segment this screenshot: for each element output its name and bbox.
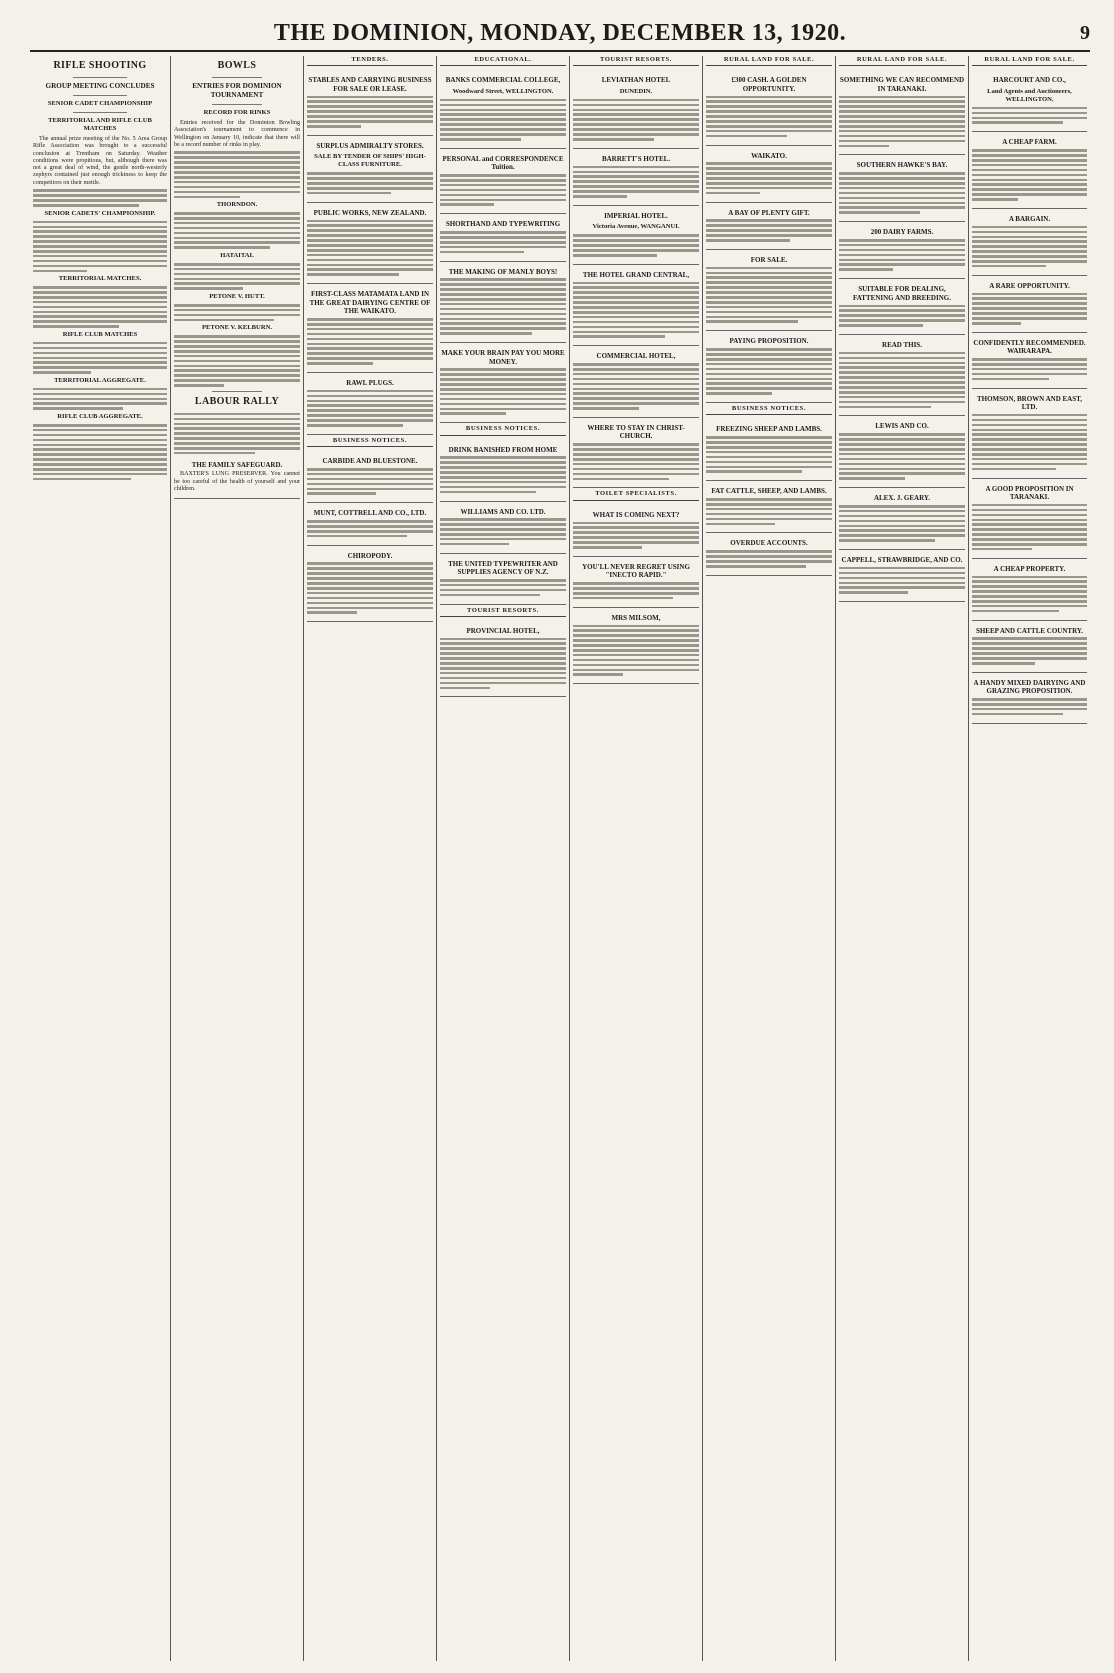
ad-heading: DRINK BANISHED FROM HOME — [448, 445, 558, 454]
ad-filler — [307, 520, 433, 537]
section-territorial-matches: TERRITORIAL MATCHES. — [58, 275, 142, 283]
section-rifle-club-aggregate: RIFLE CLUB AGGREGATE. — [57, 412, 143, 420]
ad-filler — [573, 234, 699, 256]
ad-filler — [307, 220, 433, 276]
ad-heading: WHAT IS COMING NEXT? — [592, 510, 680, 519]
ad-heading: PERSONAL and CORRESPONDENCE Tuition. — [442, 154, 564, 172]
ad-heading: PROVINCIAL HOTEL, — [466, 626, 540, 635]
section-header: BUSINESS NOTICES. — [706, 405, 832, 415]
ad-heading: PAYING PROPOSITION. — [729, 337, 809, 346]
ad-subheading: Woodward Street, WELLINGTON. — [452, 87, 554, 95]
ad-heading: RAWL PLUGS. — [346, 378, 394, 387]
ad-filler — [839, 239, 965, 271]
ad-heading: WAIKATO. — [751, 151, 787, 160]
page-number: 9 — [1080, 22, 1090, 44]
ad-filler — [706, 96, 832, 138]
section-header: TOILET SPECIALISTS. — [573, 490, 699, 500]
ad-filler — [972, 358, 1087, 380]
ad-filler — [573, 166, 699, 198]
ad-filler — [706, 348, 832, 395]
ad-filler — [440, 518, 566, 545]
ad-filler — [972, 293, 1087, 325]
subhead-entries: ENTRIES FOR DOMINION TOURNAMENT — [192, 82, 282, 99]
ad-heading: OVERDUE ACCOUNTS. — [730, 539, 808, 548]
ad-heading: MUNT, COTTRELL AND CO., LTD. — [313, 509, 427, 518]
article-filler-4 — [33, 342, 167, 374]
subhead-group-meeting: GROUP MEETING CONCLUDES — [45, 82, 155, 90]
ad-heading: CHIROPODY. — [347, 551, 393, 560]
ad-heading: HARCOURT AND CO., — [993, 76, 1066, 85]
section-petone-hutt: PETONE V. HUTT. — [209, 292, 265, 300]
ad-filler — [573, 443, 699, 480]
ad-filler — [839, 505, 965, 542]
ad-heading: A RARE OPPORTUNITY. — [989, 281, 1070, 290]
section-header: BUSINESS NOTICES. — [440, 425, 566, 435]
ad-heading: CONFIDENTLY RECOMMENDED. WAIRARAPA. — [973, 338, 1086, 356]
ad-heading: THE UNITED TYPEWRITER AND SUPPLIES AGENCY OF N.Z. — [448, 559, 558, 577]
ad-filler — [440, 174, 566, 206]
ad-heading: CAPPELL, STRAWBRIDGE, AND CO. — [841, 556, 963, 565]
ad-heading: THE MAKING OF MANLY BOYS! — [448, 267, 558, 276]
headline-rifle-shooting: RIFLE SHOOTING — [53, 60, 147, 71]
article-filler-3 — [174, 263, 300, 290]
ad-heading: THOMSON, BROWN AND EAST, LTD. — [976, 394, 1083, 412]
article-filler-6 — [174, 413, 300, 455]
ad-heading: LEVIATHAN HOTEL — [601, 76, 671, 85]
ad-filler — [573, 282, 699, 338]
column-tenders — [303, 56, 436, 1661]
section-header: BUSINESS NOTICES. — [307, 437, 433, 447]
masthead-title: THE DOMINION, MONDAY, DECEMBER 13, 1920. — [273, 20, 847, 46]
ad-heading: A HANDY MIXED DAIRYING AND GRAZING PROPOSITION. — [973, 678, 1086, 696]
ad-filler — [972, 576, 1087, 613]
ad-heading: WILLIAMS AND CO. LTD. — [460, 507, 546, 516]
ad-subheading: DUNEDIN. — [619, 87, 653, 95]
column-bowls — [170, 56, 303, 1661]
ad-filler — [440, 99, 566, 141]
ad-heading: WHERE TO STAY IN CHRIST-CHURCH. — [587, 423, 685, 441]
ad-heading: FREEZING SHEEP AND LAMBS. — [716, 425, 822, 434]
headline-labour-rally: LABOUR RALLY — [194, 395, 280, 407]
subhead-senior-cadet: SENIOR CADET CHAMPIONSHIP — [47, 100, 153, 107]
article-filler-2 — [174, 212, 300, 249]
ad-heading: FIRST-CLASS MATAMATA LAND IN THE GREAT DAIRYING CENTRE OF THE WAIKATO. — [309, 290, 431, 316]
ad-heading: PUBLIC WORKS, NEW ZEALAND. — [313, 208, 427, 217]
ad-heading: YOU'LL NEVER REGRET USING "INECTO RAPID." — [582, 562, 690, 580]
ad-filler — [839, 305, 965, 327]
column-educational — [436, 56, 569, 1661]
article-body: The annual prize meeting of the No. 5 Area Group Rifle Association was brought to a successful conclusion at Trentham on Saturday. Weather conditions were propitious, but, although there was not a great deal of wind, the gentle north-westerly zephyrs contained just enough trickiness to keep the competitors on their mettle. — [33, 136, 167, 186]
section-hataitai: HATAITAI. — [220, 251, 254, 259]
ad-heading: THE FAMILY SAFEGUARD. — [191, 460, 283, 469]
ad-heading: MRS MILSOM, — [611, 613, 661, 622]
ad-heading: SHORTHAND AND TYPEWRITING — [445, 220, 561, 229]
ad-heading: MAKE YOUR BRAIN PAY YOU MORE MONEY. — [441, 349, 565, 366]
ad-filler — [706, 550, 832, 567]
ad-heading: FAT CATTLE, SHEEP, AND LAMBS. — [711, 487, 827, 496]
ad-filler — [706, 219, 832, 241]
ad-filler — [706, 162, 832, 194]
ad-filler — [440, 579, 566, 596]
ad-heading: BARRETT'S HOTEL. — [601, 154, 671, 163]
article-filler-5 — [33, 388, 167, 410]
ad-heading: LEWIS AND CO. — [875, 422, 929, 431]
ad-heading: SURPLUS ADMIRALTY STORES. — [316, 141, 424, 150]
article-filler-2 — [33, 221, 167, 273]
ad-filler — [839, 96, 965, 148]
column-rifle-shooting — [30, 56, 170, 1661]
ad-heading: A BARGAIN. — [1008, 214, 1051, 223]
ad-filler — [440, 278, 566, 334]
ad-filler — [706, 436, 832, 473]
ad-filler — [573, 625, 699, 677]
article-filler-5 — [174, 335, 300, 387]
ad-subheading: Land Agents and Auctioneers, WELLINGTON. — [987, 87, 1072, 103]
ad-heading: SOMETHING WE CAN RECOMMEND IN TARANAKI. — [839, 76, 965, 93]
section-thorndon: THORNDON. — [216, 201, 258, 209]
ad-heading: FOR SALE. — [750, 255, 788, 264]
headline-bowls: BOWLS — [217, 60, 257, 71]
column-header: RURAL LAND FOR SALE. — [839, 56, 965, 66]
ad-heading: A CHEAP PROPERTY. — [993, 564, 1066, 573]
ad-heading: A CHEAP FARM. — [1002, 138, 1057, 147]
article-filler-3 — [33, 286, 167, 328]
ad-filler — [706, 498, 832, 525]
ad-heading: SOUTHERN HAWKE'S BAY. — [856, 161, 948, 170]
article-filler-1 — [33, 189, 167, 206]
ad-filler — [440, 231, 566, 253]
column-header: RURAL LAND FOR SALE. — [972, 56, 1087, 66]
ad-heading: ALEX. J. GEARY. — [873, 494, 931, 503]
section-territorial-aggregate: TERRITORIAL AGGREGATE. — [54, 376, 146, 384]
ad-filler — [307, 96, 433, 128]
ad-filler — [972, 149, 1087, 201]
ad-filler — [972, 226, 1087, 268]
article-filler-6 — [33, 424, 167, 480]
column-rural-land-1 — [702, 56, 835, 1661]
ad-heading: 200 DAIRY FARMS. — [870, 228, 934, 237]
section-header: TOURIST RESORTS. — [440, 607, 566, 617]
ad-filler — [440, 368, 566, 415]
ad-filler — [573, 363, 699, 410]
ad-filler — [307, 390, 433, 427]
section-senior-cadets: SENIOR CADETS' CHAMPIONSHIP. — [44, 209, 156, 217]
ad-filler — [972, 637, 1087, 664]
ad-heading: BANKS COMMERCIAL COLLEGE, — [445, 76, 561, 85]
subhead-territorial: TERRITORIAL AND RIFLE CLUB MATCHES — [48, 117, 152, 132]
column-rural-land-3 — [968, 56, 1090, 1661]
ad-filler — [307, 318, 433, 365]
ad-filler — [440, 638, 566, 690]
column-header: RURAL LAND FOR SALE. — [706, 56, 832, 66]
masthead — [30, 20, 1090, 52]
column-header: EDUCATIONAL. — [440, 56, 566, 66]
ad-heading: READ THIS. — [882, 340, 922, 349]
ad-heading: £300 CASH. A GOLDEN OPPORTUNITY. — [731, 76, 807, 93]
ad-filler — [972, 107, 1087, 124]
column-tourist-resorts — [569, 56, 702, 1661]
ad-filler — [573, 522, 699, 549]
ad-heading: COMMERCIAL HOTEL, — [596, 352, 676, 361]
ad-filler — [706, 267, 832, 323]
column-header: TOURIST RESORTS. — [573, 56, 699, 66]
ad-heading: STABLES AND CARRYING BUSINESS FOR SALE OR LEASE. — [308, 76, 432, 93]
ad-heading: CARBIDE AND BLUESTONE. — [322, 457, 418, 466]
article-filler-1 — [174, 151, 300, 198]
column-header: TENDERS. — [307, 56, 433, 66]
ad-filler — [839, 172, 965, 214]
ad-filler — [839, 567, 965, 594]
ad-heading: THE HOTEL GRAND CENTRAL, — [582, 270, 690, 279]
ad-filler — [307, 172, 433, 194]
section-petone-kelburn: PETONE V. KELBURN. — [202, 324, 272, 332]
ad-heading: SUITABLE FOR DEALING, FATTENING AND BREEDING. — [853, 285, 951, 302]
section-rifle-club-matches: RIFLE CLUB MATCHES — [62, 330, 138, 338]
ad-heading: SHEEP AND CATTLE COUNTRY. — [975, 626, 1084, 635]
ad-subheading: SALE BY TENDER OF SHIPS' HIGH-CLASS FURNITURE. — [314, 153, 426, 169]
article-body: Entries received for the Dominion Bowling Association's tournament to commence in Wellington on January 10, indicate that there will be a record number of rinks in play. — [174, 120, 300, 148]
ad-subheading: Victoria Avenue, WANGANUI. — [592, 223, 680, 231]
ad-filler — [972, 698, 1087, 715]
ad-filler — [573, 582, 699, 599]
ad-heading: IMPERIAL HOTEL. — [604, 211, 668, 220]
ad-filler — [972, 414, 1087, 470]
ad-filler — [307, 562, 433, 614]
ad-filler — [440, 456, 566, 493]
subhead-record-rinks: RECORD FOR RINKS — [203, 109, 271, 116]
ad-heading: A BAY OF PLENTY GIFT. — [728, 208, 810, 217]
article-filler-4 — [174, 304, 300, 321]
ad-filler — [972, 504, 1087, 551]
ad-body: BAXTER'S LUNG PRESERVER. You cannot be too careful of the health of yourself and your children. — [174, 471, 300, 492]
ad-filler — [573, 99, 699, 141]
ad-filler — [839, 352, 965, 408]
ad-filler — [307, 468, 433, 495]
ad-heading: A GOOD PROPOSITION IN TARANAKI. — [985, 484, 1074, 502]
column-rural-land-2 — [835, 56, 968, 1661]
ad-filler — [839, 433, 965, 480]
